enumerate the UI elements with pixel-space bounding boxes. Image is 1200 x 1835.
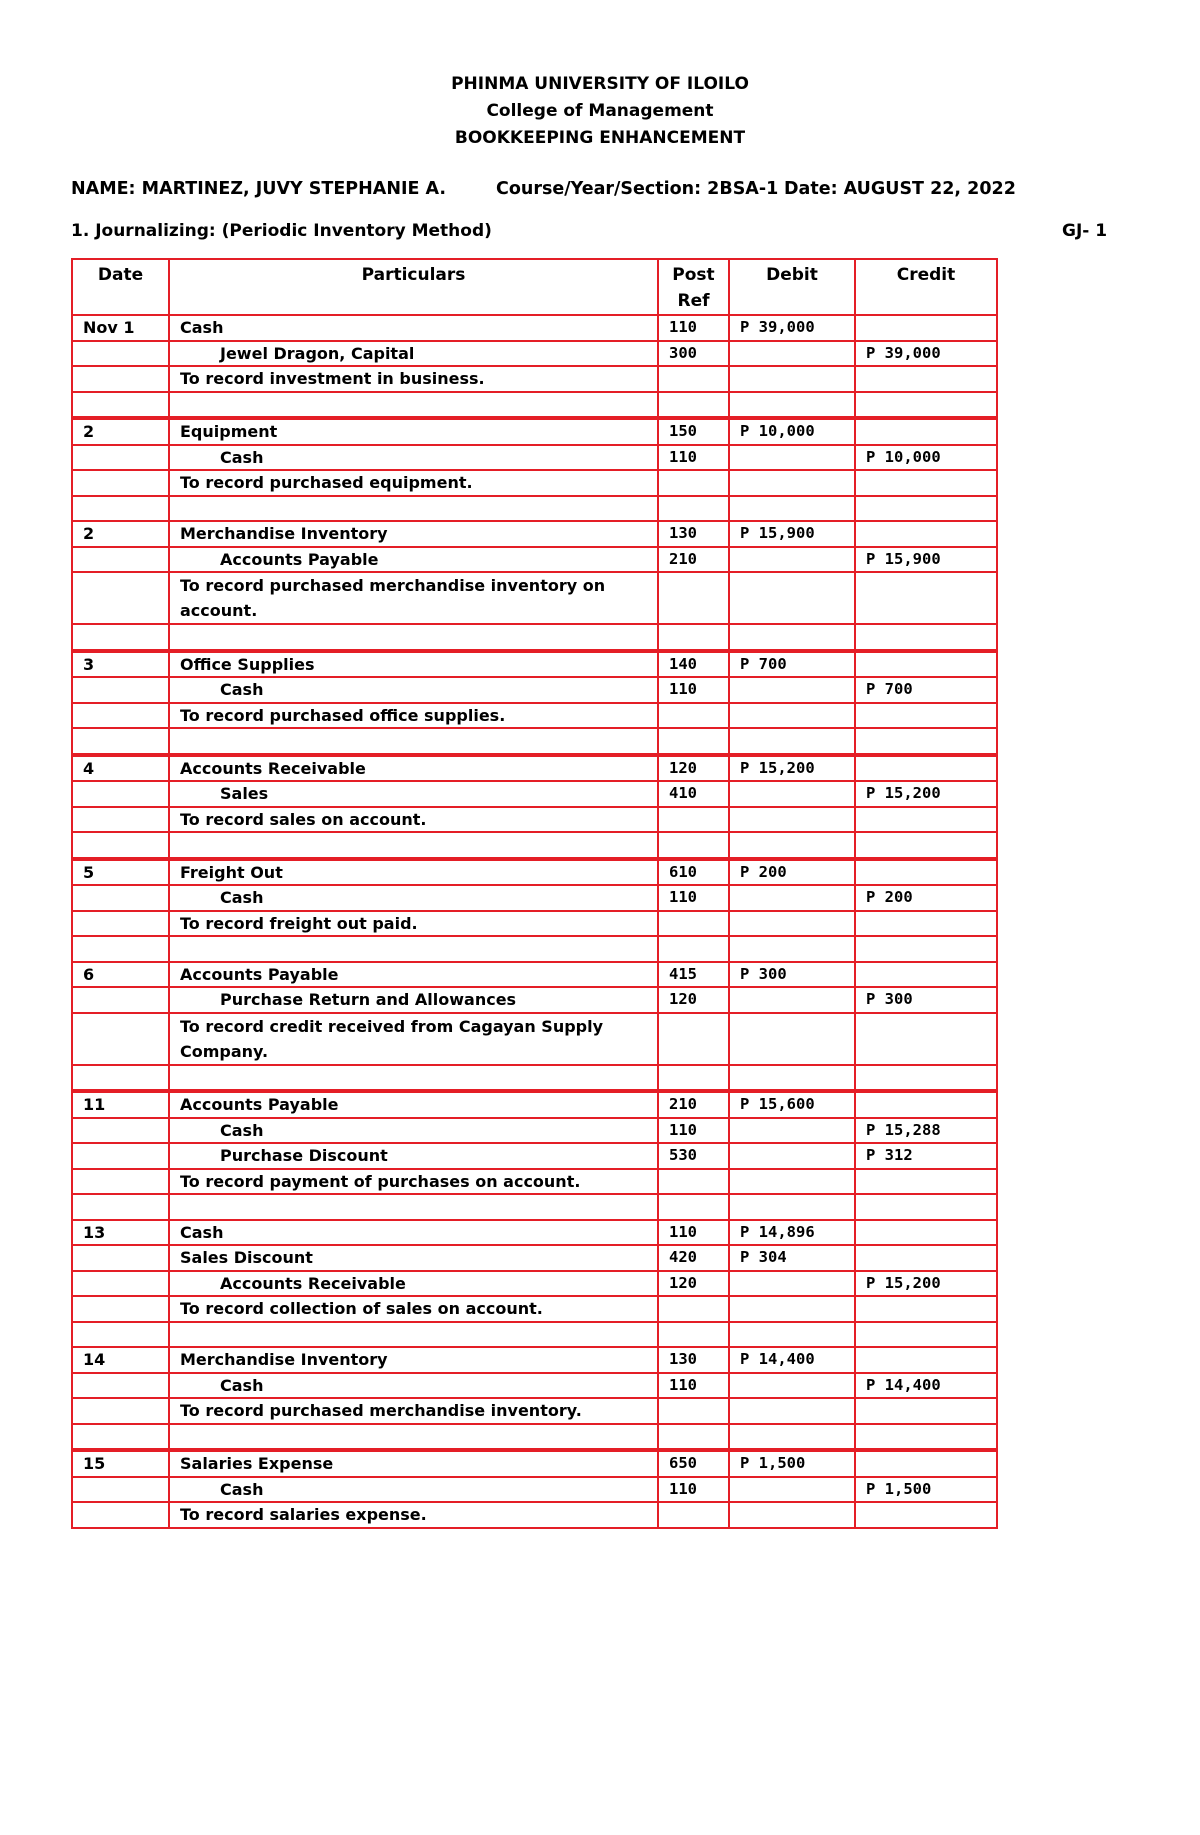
particulars-cell: To record credit received from Cagayan Supply Company. bbox=[169, 1013, 658, 1065]
particulars-cell: Purchase Discount bbox=[169, 1143, 658, 1169]
post-ref-cell: 530 bbox=[658, 1143, 729, 1169]
post-ref-cell: 110 bbox=[658, 1477, 729, 1503]
credit-cell bbox=[855, 1194, 997, 1220]
post-ref-cell bbox=[658, 392, 729, 419]
particulars-cell: To record freight out paid. bbox=[169, 911, 658, 937]
credit-cell: P 300 bbox=[855, 987, 997, 1013]
credit-cell bbox=[855, 366, 997, 392]
date-cell bbox=[72, 703, 169, 729]
debit-cell bbox=[729, 728, 855, 755]
debit-cell: P 15,600 bbox=[729, 1091, 855, 1118]
date-cell bbox=[72, 470, 169, 496]
date-cell bbox=[72, 832, 169, 859]
table-row bbox=[72, 859, 997, 886]
date-cell: Nov 1 bbox=[72, 315, 169, 341]
credit-cell: P 1,500 bbox=[855, 1477, 997, 1503]
table-row bbox=[72, 807, 997, 833]
particulars-cell: To record purchased merchandise inventory on account. bbox=[169, 572, 658, 624]
credit-cell: P 15,200 bbox=[855, 1271, 997, 1297]
particulars-cell: Cash bbox=[169, 445, 658, 471]
particulars-cell bbox=[169, 728, 658, 755]
credit-cell: P 15,288 bbox=[855, 1118, 997, 1144]
particulars-cell: Cash bbox=[169, 677, 658, 703]
credit-cell bbox=[855, 1322, 997, 1348]
debit-cell bbox=[729, 781, 855, 807]
debit-cell bbox=[729, 703, 855, 729]
particulars-cell: Accounts Payable bbox=[169, 962, 658, 988]
table-row bbox=[72, 547, 997, 573]
date-cell bbox=[72, 936, 169, 962]
table-row bbox=[72, 1322, 997, 1348]
table-row bbox=[72, 496, 997, 522]
table-row bbox=[72, 315, 997, 341]
debit-cell bbox=[729, 1424, 855, 1451]
date-cell bbox=[72, 572, 169, 624]
date-cell bbox=[72, 1169, 169, 1195]
particulars-cell: Cash bbox=[169, 1118, 658, 1144]
column-header-credit: Credit bbox=[855, 259, 997, 315]
date-cell bbox=[72, 1398, 169, 1424]
date-cell bbox=[72, 1502, 169, 1528]
credit-cell bbox=[855, 1424, 997, 1451]
table-row bbox=[72, 677, 997, 703]
table-row bbox=[72, 572, 997, 624]
post-ref-cell bbox=[658, 703, 729, 729]
table-row bbox=[72, 885, 997, 911]
debit-cell: P 39,000 bbox=[729, 315, 855, 341]
credit-cell: P 312 bbox=[855, 1143, 997, 1169]
debit-cell bbox=[729, 392, 855, 419]
date-cell bbox=[72, 1065, 169, 1092]
table-row bbox=[72, 445, 997, 471]
particulars-cell: To record payment of purchases on account. bbox=[169, 1169, 658, 1195]
debit-cell: P 300 bbox=[729, 962, 855, 988]
debit-cell: P 1,500 bbox=[729, 1450, 855, 1477]
post-ref-cell: 110 bbox=[658, 885, 729, 911]
credit-cell bbox=[855, 1398, 997, 1424]
debit-cell: P 700 bbox=[729, 651, 855, 678]
credit-cell: P 700 bbox=[855, 677, 997, 703]
post-ref-cell: 130 bbox=[658, 1347, 729, 1373]
credit-cell bbox=[855, 703, 997, 729]
particulars-cell bbox=[169, 1424, 658, 1451]
table-row bbox=[72, 781, 997, 807]
post-ref-cell bbox=[658, 1398, 729, 1424]
post-ref-cell bbox=[658, 470, 729, 496]
date-cell: 11 bbox=[72, 1091, 169, 1118]
table-row bbox=[72, 1477, 997, 1503]
table-header-row bbox=[72, 259, 997, 315]
debit-cell bbox=[729, 366, 855, 392]
table-row bbox=[72, 1296, 997, 1322]
debit-cell bbox=[729, 936, 855, 962]
post-ref-cell bbox=[658, 1169, 729, 1195]
table-row bbox=[72, 1502, 997, 1528]
credit-cell bbox=[855, 807, 997, 833]
debit-cell bbox=[729, 832, 855, 859]
section-title: 1. Journalizing: (Periodic Inventory Method) bbox=[71, 221, 492, 241]
post-ref-cell bbox=[658, 572, 729, 624]
particulars-cell: Office Supplies bbox=[169, 651, 658, 678]
table-row bbox=[72, 1424, 997, 1451]
particulars-cell: Jewel Dragon, Capital bbox=[169, 341, 658, 367]
post-ref-cell: 410 bbox=[658, 781, 729, 807]
post-ref-cell: 210 bbox=[658, 547, 729, 573]
credit-cell bbox=[855, 624, 997, 651]
table-row bbox=[72, 470, 997, 496]
particulars-cell bbox=[169, 1322, 658, 1348]
credit-cell bbox=[855, 728, 997, 755]
table-row bbox=[72, 1220, 997, 1246]
debit-cell bbox=[729, 1013, 855, 1065]
journal-body bbox=[72, 315, 997, 1528]
table-row bbox=[72, 1271, 997, 1297]
post-ref-cell bbox=[658, 1502, 729, 1528]
date-cell bbox=[72, 1296, 169, 1322]
debit-cell bbox=[729, 1502, 855, 1528]
particulars-cell bbox=[169, 1065, 658, 1092]
credit-cell bbox=[855, 1245, 997, 1271]
post-ref-cell: 610 bbox=[658, 859, 729, 886]
table-row bbox=[72, 651, 997, 678]
debit-cell: P 14,400 bbox=[729, 1347, 855, 1373]
particulars-cell bbox=[169, 832, 658, 859]
date-cell bbox=[72, 1245, 169, 1271]
particulars-cell bbox=[169, 624, 658, 651]
debit-cell bbox=[729, 1143, 855, 1169]
college-name: College of Management bbox=[486, 101, 714, 121]
credit-cell bbox=[855, 832, 997, 859]
table-row bbox=[72, 911, 997, 937]
debit-cell: P 15,200 bbox=[729, 755, 855, 782]
credit-cell bbox=[855, 392, 997, 419]
post-ref-cell bbox=[658, 807, 729, 833]
table-row bbox=[72, 1245, 997, 1271]
date-cell: 4 bbox=[72, 755, 169, 782]
debit-cell bbox=[729, 885, 855, 911]
date-cell bbox=[72, 1477, 169, 1503]
particulars-cell bbox=[169, 392, 658, 419]
course-year-section: Course/Year/Section: 2BSA-1 bbox=[496, 179, 779, 199]
debit-cell bbox=[729, 1373, 855, 1399]
debit-cell bbox=[729, 677, 855, 703]
particulars-cell: Accounts Receivable bbox=[169, 1271, 658, 1297]
table-row bbox=[72, 341, 997, 367]
particulars-cell: To record purchased merchandise inventory. bbox=[169, 1398, 658, 1424]
date-cell bbox=[72, 1271, 169, 1297]
debit-cell bbox=[729, 1296, 855, 1322]
debit-cell bbox=[729, 987, 855, 1013]
post-ref-cell: 415 bbox=[658, 962, 729, 988]
post-ref-cell: 420 bbox=[658, 1245, 729, 1271]
post-ref-cell: 110 bbox=[658, 677, 729, 703]
debit-cell bbox=[729, 1065, 855, 1092]
post-ref-cell bbox=[658, 366, 729, 392]
credit-cell bbox=[855, 418, 997, 445]
debit-cell: P 304 bbox=[729, 1245, 855, 1271]
date-cell bbox=[72, 392, 169, 419]
debit-cell bbox=[729, 496, 855, 522]
table-row bbox=[72, 1194, 997, 1220]
credit-cell bbox=[855, 651, 997, 678]
particulars-cell bbox=[169, 936, 658, 962]
course-title: BOOKKEEPING ENHANCEMENT bbox=[454, 128, 746, 148]
post-ref-cell: 140 bbox=[658, 651, 729, 678]
table-row bbox=[72, 703, 997, 729]
date-cell bbox=[72, 728, 169, 755]
date-cell bbox=[72, 1013, 169, 1065]
credit-cell bbox=[855, 1347, 997, 1373]
document-date: Date: AUGUST 22, 2022 bbox=[784, 179, 1016, 199]
credit-cell bbox=[855, 521, 997, 547]
date-cell bbox=[72, 987, 169, 1013]
date-cell bbox=[72, 496, 169, 522]
credit-cell: P 15,200 bbox=[855, 781, 997, 807]
date-cell bbox=[72, 1143, 169, 1169]
date-cell bbox=[72, 1424, 169, 1451]
credit-cell bbox=[855, 315, 997, 341]
post-ref-cell: 120 bbox=[658, 755, 729, 782]
particulars-cell: Accounts Receivable bbox=[169, 755, 658, 782]
particulars-cell: Cash bbox=[169, 1220, 658, 1246]
credit-cell: P 14,400 bbox=[855, 1373, 997, 1399]
particulars-cell: Sales bbox=[169, 781, 658, 807]
particulars-cell: Merchandise Inventory bbox=[169, 1347, 658, 1373]
post-ref-cell: 300 bbox=[658, 341, 729, 367]
credit-cell: P 200 bbox=[855, 885, 997, 911]
credit-cell bbox=[855, 1296, 997, 1322]
particulars-cell: To record purchased office supplies. bbox=[169, 703, 658, 729]
particulars-cell: Accounts Payable bbox=[169, 547, 658, 573]
table-row bbox=[72, 1398, 997, 1424]
debit-cell bbox=[729, 1398, 855, 1424]
table-row bbox=[72, 728, 997, 755]
particulars-cell: To record collection of sales on account. bbox=[169, 1296, 658, 1322]
date-cell: 5 bbox=[72, 859, 169, 886]
post-ref-cell bbox=[658, 1322, 729, 1348]
table-row bbox=[72, 366, 997, 392]
date-cell bbox=[72, 445, 169, 471]
debit-cell bbox=[729, 547, 855, 573]
date-cell bbox=[72, 341, 169, 367]
post-ref-cell: 110 bbox=[658, 445, 729, 471]
credit-cell: P 10,000 bbox=[855, 445, 997, 471]
particulars-cell: Cash bbox=[169, 885, 658, 911]
table-row bbox=[72, 1143, 997, 1169]
post-ref-cell: 150 bbox=[658, 418, 729, 445]
post-ref-cell: 120 bbox=[658, 1271, 729, 1297]
debit-cell: P 15,900 bbox=[729, 521, 855, 547]
credit-cell bbox=[855, 911, 997, 937]
debit-cell bbox=[729, 470, 855, 496]
table-row bbox=[72, 987, 997, 1013]
post-ref-cell bbox=[658, 624, 729, 651]
date-cell bbox=[72, 885, 169, 911]
debit-cell bbox=[729, 1118, 855, 1144]
credit-cell bbox=[855, 496, 997, 522]
particulars-cell: Accounts Payable bbox=[169, 1091, 658, 1118]
credit-cell bbox=[855, 1091, 997, 1118]
particulars-cell: Merchandise Inventory bbox=[169, 521, 658, 547]
date-cell bbox=[72, 1322, 169, 1348]
date-cell: 3 bbox=[72, 651, 169, 678]
table-row bbox=[72, 392, 997, 419]
date-cell bbox=[72, 1118, 169, 1144]
post-ref-cell bbox=[658, 496, 729, 522]
credit-cell bbox=[855, 1450, 997, 1477]
credit-cell bbox=[855, 755, 997, 782]
credit-cell: P 15,900 bbox=[855, 547, 997, 573]
table-row bbox=[72, 1013, 997, 1065]
post-ref-cell: 120 bbox=[658, 987, 729, 1013]
date-cell: 6 bbox=[72, 962, 169, 988]
post-ref-cell: 130 bbox=[658, 521, 729, 547]
date-cell bbox=[72, 366, 169, 392]
particulars-cell bbox=[169, 496, 658, 522]
debit-cell: P 14,896 bbox=[729, 1220, 855, 1246]
table-row bbox=[72, 1373, 997, 1399]
table-row bbox=[72, 1450, 997, 1477]
debit-cell bbox=[729, 1322, 855, 1348]
credit-cell bbox=[855, 936, 997, 962]
particulars-cell: Salaries Expense bbox=[169, 1450, 658, 1477]
debit-cell bbox=[729, 445, 855, 471]
credit-cell bbox=[855, 859, 997, 886]
particulars-cell: Sales Discount bbox=[169, 1245, 658, 1271]
particulars-cell: Equipment bbox=[169, 418, 658, 445]
post-ref-cell bbox=[658, 1424, 729, 1451]
date-cell bbox=[72, 807, 169, 833]
post-ref-cell bbox=[658, 728, 729, 755]
post-ref-cell: 110 bbox=[658, 1373, 729, 1399]
particulars-cell: Freight Out bbox=[169, 859, 658, 886]
date-cell bbox=[72, 1194, 169, 1220]
debit-cell bbox=[729, 1477, 855, 1503]
debit-cell bbox=[729, 911, 855, 937]
particulars-cell: To record investment in business. bbox=[169, 366, 658, 392]
debit-cell: P 10,000 bbox=[729, 418, 855, 445]
post-ref-cell bbox=[658, 832, 729, 859]
credit-cell bbox=[855, 1169, 997, 1195]
post-ref-cell bbox=[658, 1065, 729, 1092]
credit-cell bbox=[855, 1220, 997, 1246]
post-ref-cell bbox=[658, 1296, 729, 1322]
debit-cell bbox=[729, 572, 855, 624]
column-header-post-ref: Post Ref bbox=[658, 259, 729, 315]
table-row bbox=[72, 1118, 997, 1144]
date-cell bbox=[72, 677, 169, 703]
post-ref-cell bbox=[658, 936, 729, 962]
date-cell bbox=[72, 1373, 169, 1399]
school-name: PHINMA UNIVERSITY OF ILOILO bbox=[451, 74, 749, 94]
date-cell bbox=[72, 781, 169, 807]
table-row bbox=[72, 521, 997, 547]
post-ref-cell: 110 bbox=[658, 1118, 729, 1144]
date-cell bbox=[72, 624, 169, 651]
table-row bbox=[72, 1091, 997, 1118]
post-ref-cell bbox=[658, 911, 729, 937]
particulars-cell: To record sales on account. bbox=[169, 807, 658, 833]
credit-cell: P 39,000 bbox=[855, 341, 997, 367]
table-row bbox=[72, 832, 997, 859]
debit-cell bbox=[729, 624, 855, 651]
column-header-date: Date bbox=[72, 259, 169, 315]
credit-cell bbox=[855, 572, 997, 624]
particulars-cell: To record salaries expense. bbox=[169, 1502, 658, 1528]
post-ref-cell bbox=[658, 1194, 729, 1220]
particulars-cell: Purchase Return and Allowances bbox=[169, 987, 658, 1013]
post-ref-cell bbox=[658, 1013, 729, 1065]
date-cell bbox=[72, 547, 169, 573]
credit-cell bbox=[855, 962, 997, 988]
credit-cell bbox=[855, 1065, 997, 1092]
debit-cell bbox=[729, 1271, 855, 1297]
debit-cell bbox=[729, 1194, 855, 1220]
general-journal-table bbox=[71, 258, 998, 1529]
debit-cell bbox=[729, 341, 855, 367]
table-row bbox=[72, 936, 997, 962]
table-row bbox=[72, 1347, 997, 1373]
table-row bbox=[72, 1169, 997, 1195]
credit-cell bbox=[855, 1013, 997, 1065]
date-cell bbox=[72, 911, 169, 937]
post-ref-cell: 650 bbox=[658, 1450, 729, 1477]
column-header-debit: Debit bbox=[729, 259, 855, 315]
post-ref-cell: 110 bbox=[658, 315, 729, 341]
post-ref-cell: 210 bbox=[658, 1091, 729, 1118]
particulars-cell bbox=[169, 1194, 658, 1220]
date-cell: 14 bbox=[72, 1347, 169, 1373]
particulars-cell: To record purchased equipment. bbox=[169, 470, 658, 496]
table-row bbox=[72, 962, 997, 988]
debit-cell: P 200 bbox=[729, 859, 855, 886]
debit-cell bbox=[729, 807, 855, 833]
particulars-cell: Cash bbox=[169, 315, 658, 341]
table-row bbox=[72, 755, 997, 782]
column-header-particulars: Particulars bbox=[169, 259, 658, 315]
journal-ref: GJ- 1 bbox=[1062, 221, 1108, 241]
credit-cell bbox=[855, 470, 997, 496]
table-row bbox=[72, 418, 997, 445]
student-name: NAME: MARTINEZ, JUVY STEPHANIE A. bbox=[71, 179, 447, 199]
credit-cell bbox=[855, 1502, 997, 1528]
table-row bbox=[72, 1065, 997, 1092]
date-cell: 15 bbox=[72, 1450, 169, 1477]
particulars-cell: Cash bbox=[169, 1477, 658, 1503]
particulars-cell: Cash bbox=[169, 1373, 658, 1399]
post-ref-cell: 110 bbox=[658, 1220, 729, 1246]
date-cell: 2 bbox=[72, 521, 169, 547]
debit-cell bbox=[729, 1169, 855, 1195]
date-cell: 13 bbox=[72, 1220, 169, 1246]
date-cell: 2 bbox=[72, 418, 169, 445]
table-row bbox=[72, 624, 997, 651]
